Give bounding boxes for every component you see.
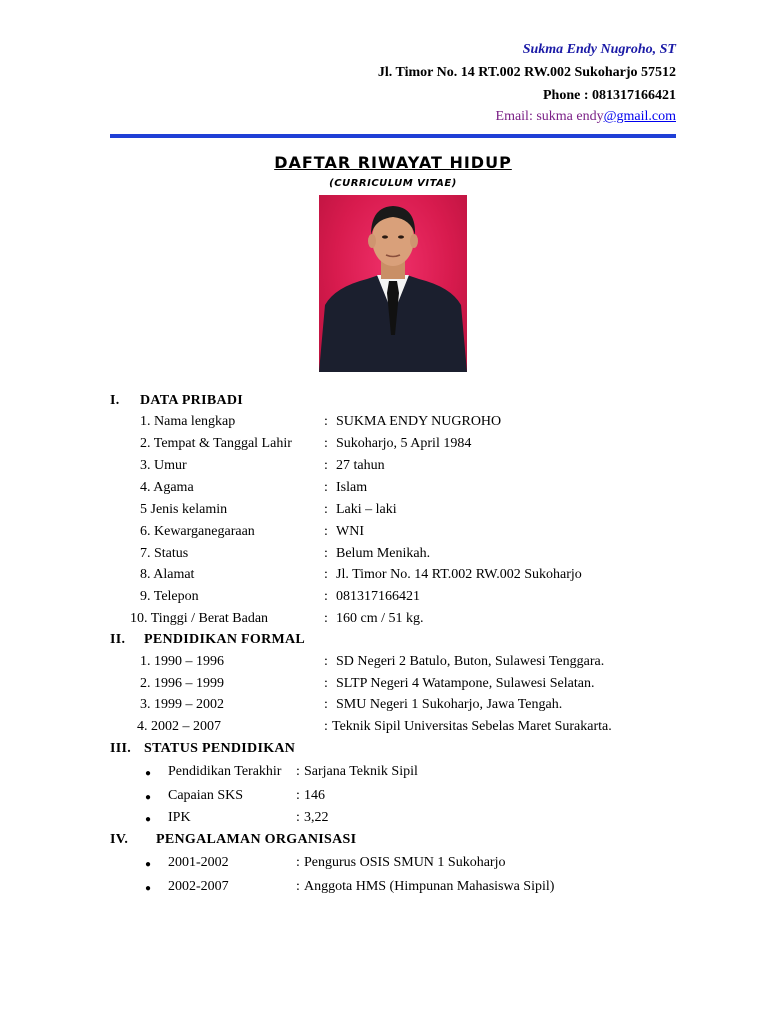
email-link[interactable]: @gmail.com (603, 109, 676, 124)
section-title: STATUS PENDIDIKAN (144, 741, 296, 756)
section-status-pendidikan (110, 741, 295, 757)
table-row-colon: : (296, 855, 300, 870)
profile-photo (319, 195, 467, 372)
row-label: Pendidikan Terakhir (168, 764, 282, 779)
table-row-colon: : (324, 719, 328, 734)
row-value: Jl. Timor No. 14 RT.002 RW.002 Sukoharjo (336, 567, 582, 582)
table-row-colon: : (324, 414, 328, 429)
row-label: 1. 1990 – 1996 (140, 654, 224, 669)
section-number: III. (110, 741, 132, 756)
row-value: SLTP Negeri 4 Watampone, Sulawesi Selatan. (336, 676, 595, 691)
row-value: Sukoharjo, 5 April 1984 (336, 436, 472, 451)
row-value: Laki – laki (336, 502, 397, 517)
table-row-colon: : (324, 524, 328, 539)
table-row-colon: : (324, 676, 328, 691)
row-label: 10. Tinggi / Berat Badan (130, 611, 269, 626)
table-row-colon: : (324, 480, 328, 495)
email-prefix: Email: sukma endy (495, 109, 604, 124)
table-row-colon: : (324, 654, 328, 669)
bullet-icon: ● (145, 814, 152, 825)
row-label: 6. Kewarganegaraan (140, 524, 255, 539)
row-value: Sarjana Teknik Sipil (304, 764, 418, 779)
row-label: 4. Agama (140, 480, 194, 495)
table-row-colon: : (324, 458, 328, 473)
section-title: PENGALAMAN ORGANISASI (156, 832, 357, 847)
row-label: 5 Jenis kelamin (140, 502, 228, 517)
row-label: 7. Status (140, 546, 189, 561)
table-row-colon: : (324, 502, 328, 517)
row-value: Teknik Sipil Universitas Sebelas Maret Surakarta. (332, 719, 612, 734)
table-row (140, 414, 235, 430)
bullet-icon: ● (145, 768, 152, 779)
section-number: II. (110, 632, 126, 647)
section-number: I. (110, 393, 120, 408)
row-label: 2. Tempat & Tanggal Lahir (140, 436, 292, 451)
section-title: DATA PRIBADI (140, 393, 244, 408)
row-value: SD Negeri 2 Batulo, Buton, Sulawesi Tenggara. (336, 654, 605, 669)
header-phone: Phone : 081317166421 (543, 88, 676, 103)
row-label: 2002-2007 (168, 879, 229, 894)
header-email (496, 109, 676, 125)
row-label: 3. Umur (140, 458, 187, 473)
row-value: Pengurus OSIS SMUN 1 Sukoharjo (304, 855, 506, 870)
bullet-icon: ● (145, 883, 152, 894)
row-value: SMU Negeri 1 Sukoharjo, Jawa Tengah. (336, 697, 563, 712)
table-row-colon: : (324, 546, 328, 561)
row-value: SUKMA ENDY NUGROHO (336, 414, 502, 429)
table-row-colon: : (324, 567, 328, 582)
section-pendidikan-formal (110, 632, 305, 648)
header-address: Jl. Timor No. 14 RT.002 RW.002 Sukoharjo 57512 (377, 65, 676, 80)
row-label: 2001-2002 (168, 855, 229, 870)
row-label: 3. 1999 – 2002 (140, 697, 224, 712)
row-label: 9. Telepon (140, 589, 199, 604)
section-data-pribadi (110, 393, 243, 409)
table-row-colon: : (296, 764, 300, 779)
row-value: 081317166421 (336, 589, 420, 604)
row-label: 4. 2002 – 2007 (137, 719, 221, 734)
section-number: IV. (110, 832, 129, 847)
document-title: DAFTAR RIWAYAT HIDUP (274, 153, 512, 172)
document-subtitle: (CURRICULUM VITAE) (329, 178, 457, 189)
row-value: 160 cm / 51 kg. (336, 611, 424, 626)
row-value: 146 (304, 788, 325, 803)
bullet-icon: ● (145, 792, 152, 803)
table-row-colon: : (324, 611, 328, 626)
row-label: 2. 1996 – 1999 (140, 676, 224, 691)
row-value: 3,22 (304, 810, 329, 825)
table-row-colon: : (324, 436, 328, 451)
row-label: Capaian SKS (168, 788, 244, 803)
row-value: 27 tahun (336, 458, 385, 473)
header-divider (110, 134, 676, 138)
row-value: Islam (336, 480, 368, 495)
table-row-colon: : (296, 788, 300, 803)
header-name: Sukma Endy Nugroho, ST (522, 42, 676, 57)
row-value: Belum Menikah. (336, 546, 431, 561)
table-row-colon: : (324, 697, 328, 712)
section-pengalaman-organisasi (110, 832, 356, 848)
bullet-icon: ● (145, 859, 152, 870)
table-row-colon: : (324, 589, 328, 604)
section-title: PENDIDIKAN FORMAL (144, 632, 306, 647)
row-label: 1. Nama lengkap (140, 414, 236, 429)
row-label: 8. Alamat (140, 567, 195, 582)
row-value: Anggota HMS (Himpunan Mahasiswa Sipil) (304, 879, 555, 894)
table-row-colon: : (296, 879, 300, 894)
row-label: IPK (168, 810, 191, 825)
table-row-colon: : (296, 810, 300, 825)
row-value: WNI (336, 524, 364, 539)
